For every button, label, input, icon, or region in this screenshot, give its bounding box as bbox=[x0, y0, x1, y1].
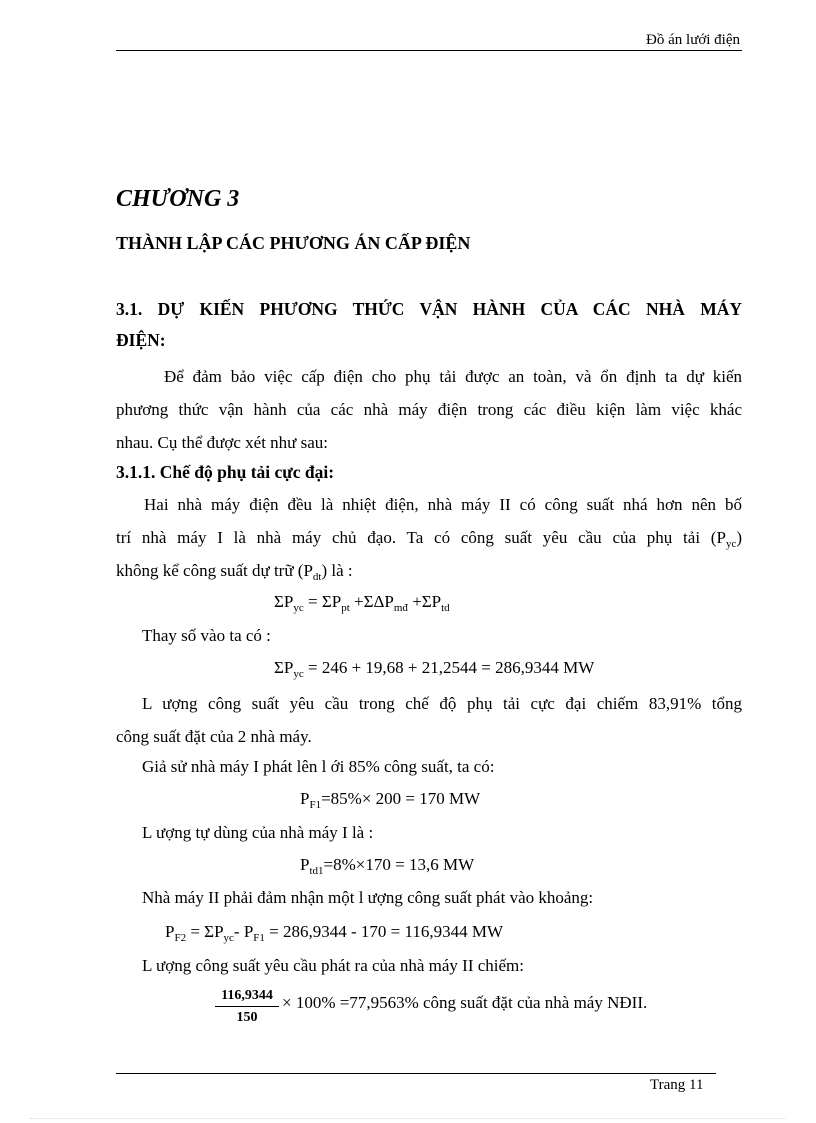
text-assumption: Giả sử nhà máy I phát lên l ới 85% công suất, ta có: bbox=[142, 757, 495, 776]
fraction-numerator: 116,9344 bbox=[215, 988, 279, 1007]
equation-pf1: $P_{F1}=85\%\times 200 = 170$ MW bbox=[300, 789, 481, 811]
footer-page-number: Trang 11 bbox=[650, 1077, 704, 1093]
fraction bbox=[215, 988, 279, 1026]
header-title: Đồ án lưới điện bbox=[646, 32, 740, 48]
equation-pf2: $P_{F2} = \Sigma P_{yc}-$ $P_{F1} = 286,9344 - 170 = 116,9344$ MW bbox=[165, 922, 504, 944]
text-self-use: L ượng tự dùng của nhà máy I là : bbox=[142, 823, 374, 842]
paragraph-intro bbox=[116, 360, 742, 459]
paragraph-plants-line2: trí nhà máy I là nhà máy chủ đạo. Ta có công suất yêu cầu của phụ tải $(P_{yc})$ bbox=[116, 528, 742, 550]
page-edge-dots bbox=[30, 1118, 786, 1119]
text-plant2: Nhà máy II phải đảm nhận một l ượng công suất phát vào khoảng: bbox=[142, 888, 594, 907]
text-substitution: Thay số vào ta có : bbox=[142, 626, 271, 645]
chapter-title: THÀNH LẬP CÁC PHƯƠNG ÁN CẤP ĐIỆN bbox=[116, 233, 471, 253]
footer-rule bbox=[116, 1073, 716, 1074]
section-heading bbox=[116, 294, 742, 356]
paragraph-plants-line3: không kể công suất dự trữ $(P_{dt})$ là : bbox=[116, 561, 353, 583]
equation-ptd1: $P_{td1}=8\%\times 170 = 13,6$ MW bbox=[300, 855, 475, 877]
section-heading-line2: ĐIỆN: bbox=[116, 330, 166, 350]
header-rule bbox=[116, 50, 742, 51]
paragraph-plants bbox=[116, 488, 742, 587]
chapter-label: CHƯƠNG 3 bbox=[116, 186, 240, 212]
paragraph-ratio-line1: L ượng công suất yêu cầu trong chế độ phụ tải cực đại chiếm 83,91% tổng bbox=[142, 694, 742, 713]
equation-required-value: $\Sigma P_{yc} = 246 + 19,68 + 21,2544 = 286,9344$ MW bbox=[274, 658, 595, 680]
equation-required-power: $\Sigma P_{yc} = \Sigma P_{pt} +\Sigma\Delta P_{mđ} +\Sigma P_{td}$ bbox=[274, 592, 450, 614]
paragraph-intro-line1: Để đảm bảo việc cấp điện cho phụ tải được an toàn, và ổn định ta dự kiến bbox=[164, 367, 742, 386]
equation-percentage: × 100% =77,9563% công suất đặt của nhà máy NĐII. bbox=[282, 993, 648, 1012]
subsection-title: 3.1.1. Chế độ phụ tải cực đại: bbox=[116, 462, 335, 482]
section-heading-line1: 3.1. DỰ KIẾN PHƯƠNG THỨC VẬN HÀNH CỦA CÁC NHÀ MÁY bbox=[116, 299, 742, 319]
paragraph-ratio-line2: công suất đặt của 2 nhà máy. bbox=[116, 727, 312, 746]
paragraph-plants-line1: Hai nhà máy điện đều là nhiệt điện, nhà máy II có công suất nhá hơn nên bố bbox=[144, 495, 742, 514]
text-required-share: L ượng công suất yêu cầu phát ra của nhà máy II chiếm: bbox=[142, 956, 524, 975]
paragraph-intro-line3: nhau. Cụ thể được xét như sau: bbox=[116, 433, 329, 452]
paragraph-ratio bbox=[116, 687, 742, 753]
paragraph-intro-line2: phương thức vận hành của các nhà máy điện trong các điều kiện làm việc khác bbox=[116, 400, 742, 419]
fraction-denominator: 150 bbox=[236, 1010, 258, 1025]
